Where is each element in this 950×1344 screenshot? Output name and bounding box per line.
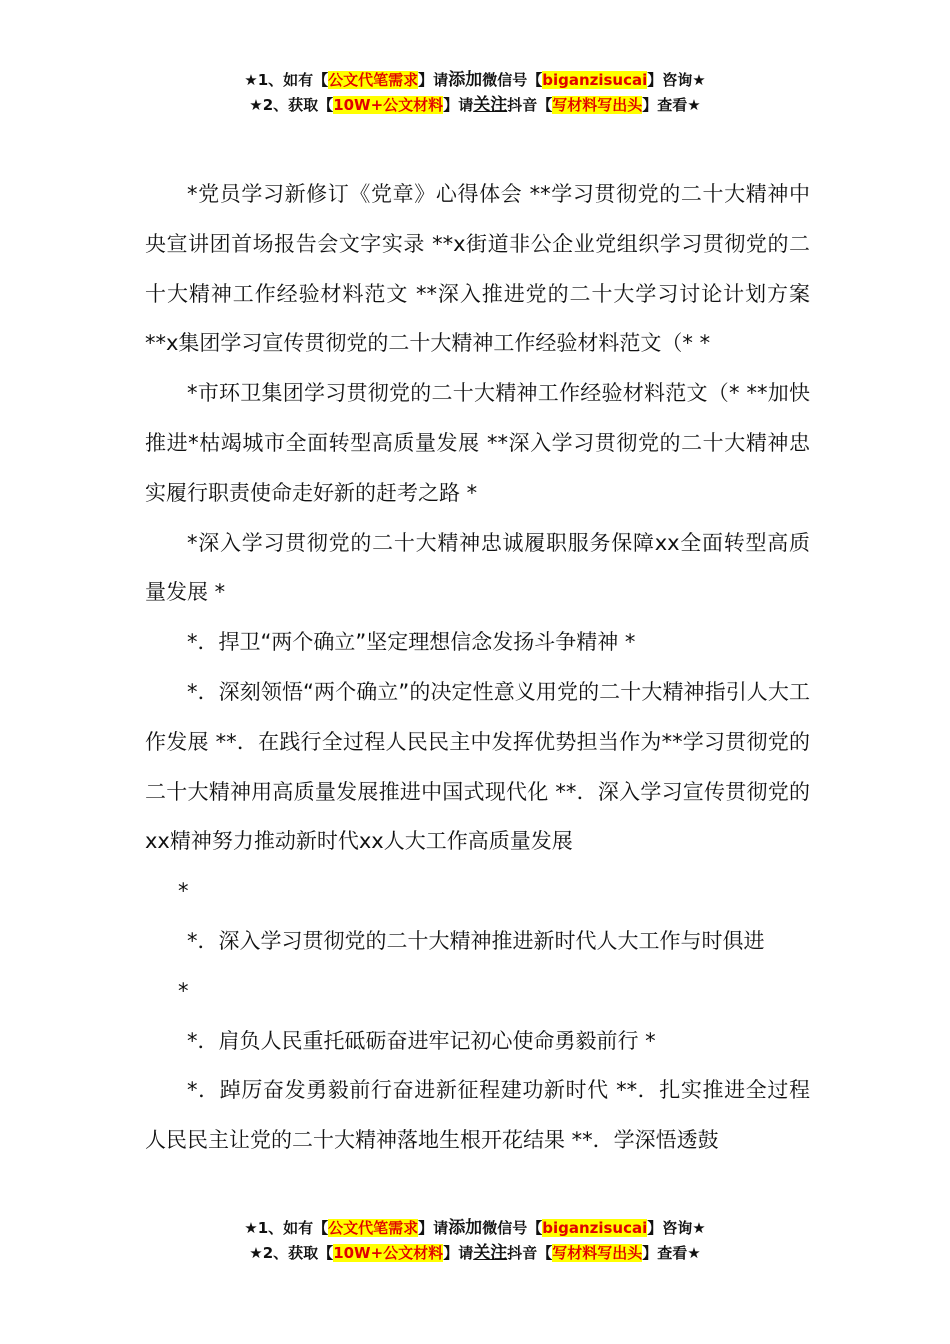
banner-douyin-id: 写材料写出头 xyxy=(552,96,643,114)
banner-wechat-id: biganzisucai xyxy=(542,1219,648,1237)
banner-text: ★2、获取【 xyxy=(249,96,334,114)
paragraph: *．捍卫“两个确立”坚定理想信念发扬斗争精神 * xyxy=(187,630,636,655)
paragraph: *深入学习贯彻党的二十大精神忠诚履职服务保障xx全面转型高质量发展 * xyxy=(145,530,810,605)
banner-highlight: 10W+公文材料 xyxy=(333,1244,444,1262)
header-banner xyxy=(0,68,950,118)
banner-emphasis: 添加 xyxy=(448,70,483,90)
banner-highlight: 公文代笔需求 xyxy=(328,71,419,89)
banner-emphasis: 添加 xyxy=(448,1218,483,1238)
banner-text: ★2、获取【 xyxy=(249,1244,334,1262)
banner-text: 】请 xyxy=(443,96,474,114)
banner-emphasis: 关注 xyxy=(473,95,508,115)
banner-text: ★1、如有【 xyxy=(244,1219,329,1237)
banner-line-2 xyxy=(0,93,950,118)
banner-line-2 xyxy=(0,1241,950,1266)
banner-highlight: 10W+公文材料 xyxy=(333,96,444,114)
paragraph: *．深刻领悟“两个确立”的决定性意义用党的二十大精神指引人大工作发展 **．在践行全过程人民民主中发挥优势担当作为**学习贯彻党的二十大精神用高质量发展推进中国式现代化 **．深入学习宣传贯彻党的xx精神努力推动新时代xx人大工作高质量发展 xyxy=(145,679,810,854)
banner-text: 】查看★ xyxy=(642,96,701,114)
paragraph: *．深入学习贯彻党的二十大精神推进新时代人大工作与时俱进 xyxy=(187,928,765,953)
paragraph: *．踔厉奋发勇毅前行奋进新征程建功新时代 **．扎实推进全过程人民民主让党的二十大精神落地生根开花结果 **．学深悟透鼓 xyxy=(145,1078,810,1153)
banner-text: 】请 xyxy=(443,1244,474,1262)
banner-text: 】查看★ xyxy=(642,1244,701,1262)
banner-text: 抖音【 xyxy=(507,1244,553,1262)
banner-text: 微信号【 xyxy=(482,1219,543,1237)
document-body xyxy=(145,170,810,1166)
banner-wechat-id: biganzisucai xyxy=(542,71,648,89)
banner-text: 】请 xyxy=(418,71,449,89)
banner-text: 】咨询★ xyxy=(647,1219,706,1237)
footer-banner xyxy=(0,1216,950,1266)
paragraph: *市环卫集团学习贯彻党的二十大精神工作经验材料范文（* **加快推进*枯竭城市全面转型高质量发展 **深入学习贯彻党的二十大精神忠实履行职责使命走好新的赶考之路 * xyxy=(145,381,810,505)
paragraph: *．肩负人民重托砥砺奋进牢记初心使命勇毅前行 * xyxy=(187,1028,656,1053)
banner-douyin-id: 写材料写出头 xyxy=(552,1244,643,1262)
banner-emphasis: 关注 xyxy=(473,1243,508,1263)
banner-highlight: 公文代笔需求 xyxy=(328,1219,419,1237)
banner-text: 抖音【 xyxy=(507,96,553,114)
banner-text: ★1、如有【 xyxy=(244,71,329,89)
banner-text: 微信号【 xyxy=(482,71,543,89)
paragraph: *党员学习新修订《党章》心得体会 **学习贯彻党的二十大精神中央宣讲团首场报告会文字实录 **x街道非公企业党组织学习贯彻党的二十大精神工作经验材料范文 **深入推进党的二十大学习讨论计划方案 **x集团学习宣传贯彻党的二十大精神工作经验材料范文（* * xyxy=(145,182,810,356)
banner-text: 】咨询★ xyxy=(647,71,706,89)
banner-line-1 xyxy=(0,1216,950,1241)
paragraph-marker: * xyxy=(178,978,189,1003)
banner-text: 】请 xyxy=(418,1219,449,1237)
banner-line-1 xyxy=(0,68,950,93)
paragraph-marker: * xyxy=(178,879,189,904)
